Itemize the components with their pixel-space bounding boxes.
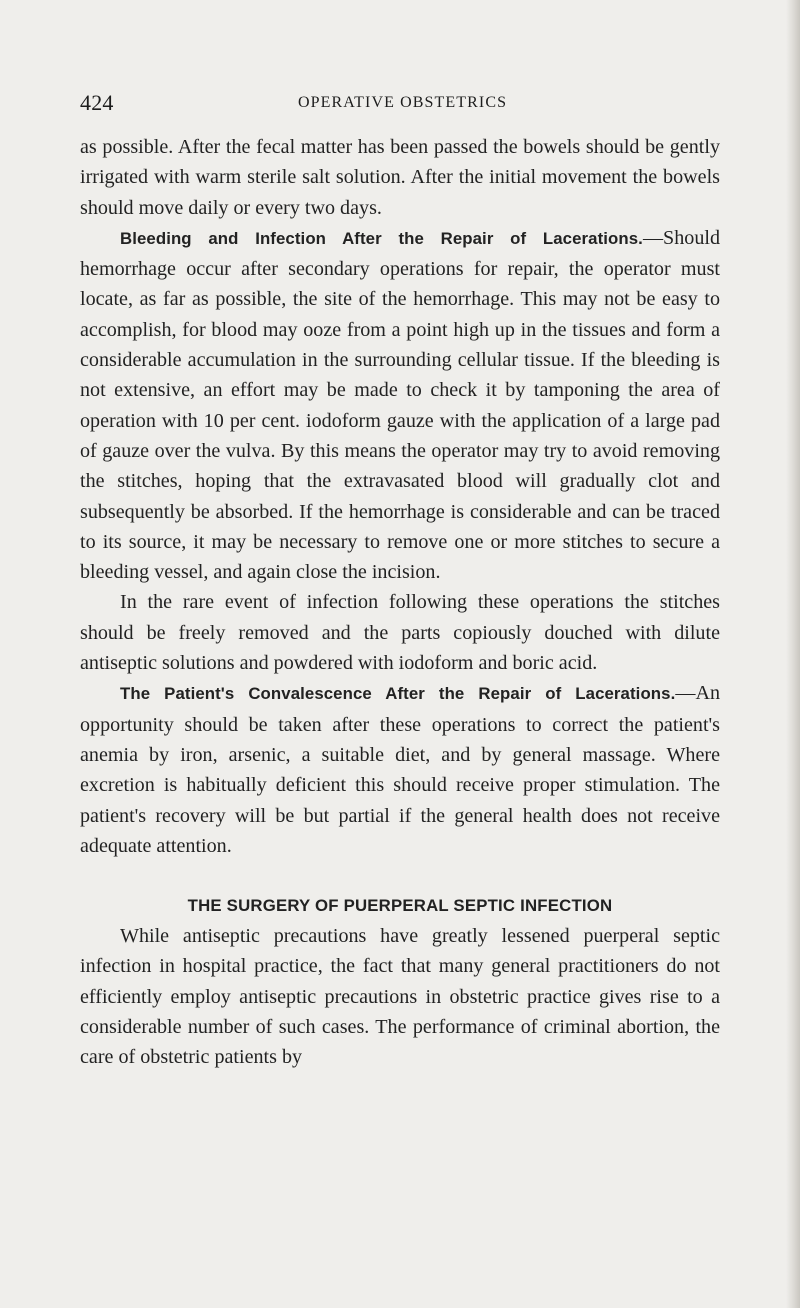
paragraph-bleeding [80,223,720,588]
body-text [80,132,720,1073]
paragraph-septic-infection: While antiseptic precautions have greatly lessened puerperal septic infection in hospital practice, the fact that many general practitioners do not efficiently employ antiseptic precautions in obstetric practice gives rise to a considerable number of such cases. The performance of criminal abortion, the care of obstetric patients by [80,925,720,1069]
page-header [80,90,720,124]
paragraph-body-bleeding: —Should hemorrhage occur after secondary operations for repair, the operator must locate, as far as possible, the site of the hemorrhage. This may not be easy to accomplish, for blood may ooze from a point high up in the tissues and form a considerable accumulation in the surrounding cellular tissue. If the bleeding is not extensive, an effort may be made to check it by tamponing the area of operation with 10 per cent. iodoform gauze with the application of a large pad of gauze over the vulva. By this means the operator may try to avoid removing the stitches, hoping that the extravasated blood will gradually clot and subsequently be absorbed. If the hemorrhage is considerable and can be traced to its source, it may be necessary to remove one or more stitches to secure a bleeding vessel, and again close the incision. [80,226,720,584]
paragraph-continued: as possible. After the fecal matter has been passed the bowels should be gently irrigated with warm sterile salt solution. After the initial movement the bowels should move daily or every two days. [80,136,720,219]
section-title: THE SURGERY OF PUERPERAL SEPTIC INFECTION [187,896,613,916]
paragraph-body-convalescence: —An opportunity should be taken after these operations to correct the patient's anemia by iron, arsenic, a suitable diet, and by general massage. Where excretion is habitually deficient this should receive proper stimulation. The patient's recovery will be but partial if the general health does not receive adequate attention. [80,682,720,857]
paragraph-convalescence [80,678,720,861]
paragraph-heading-bleeding: Bleeding and Infection After the Repair of Lacerations. [120,228,643,248]
page-edge-shadow [786,0,800,1308]
page-number: 424 [80,90,114,115]
paragraph-heading-convalescence: The Patient's Convalescence After the Repair of Lacerations. [120,684,676,704]
paragraph-infection: In the rare event of infection following these operations the stitches should be freely removed and the parts copiously douched with dilute antiseptic solutions and powdered with iodoform and boric acid. [80,591,720,675]
running-head: OPERATIVE OBSTETRICS [298,94,508,111]
